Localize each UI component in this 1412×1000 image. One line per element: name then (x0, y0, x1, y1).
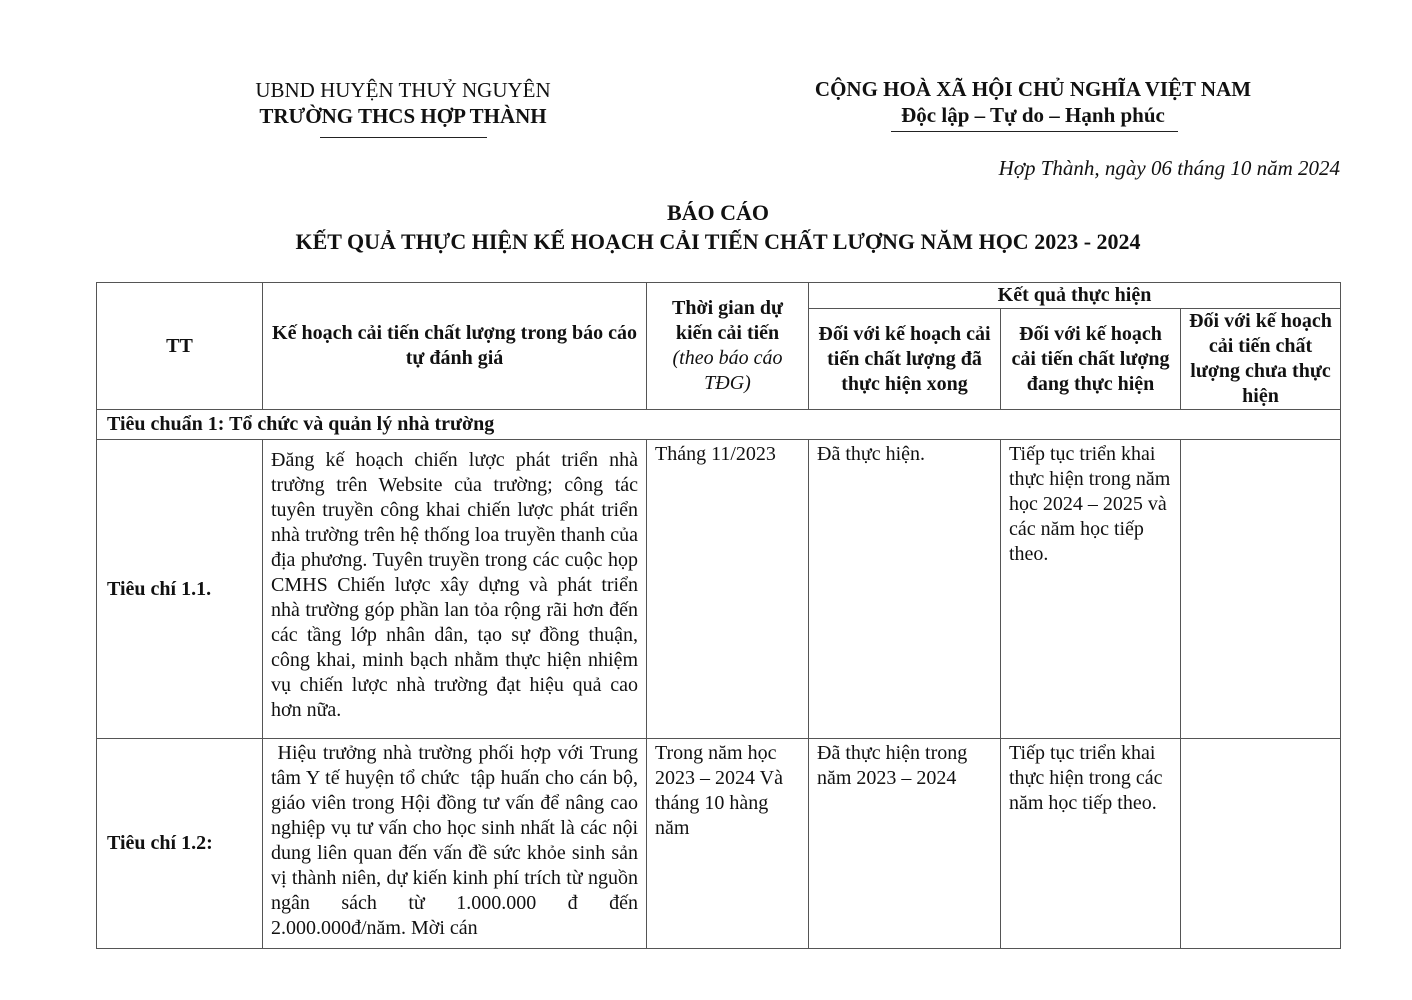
row-ongoing: Tiếp tục triển khai thực hiện trong các năm học tiếp theo. (1001, 739, 1181, 949)
authority-name: UBND HUYỆN THUỶ NGUYÊN (255, 78, 551, 102)
school-name: TRƯỜNG THCS HỢP THÀNH (259, 104, 547, 128)
row-plan: Hiệu trưởng nhà trường phối hợp với Trung tâm Y tế huyện tổ chức tập huấn cho cán bộ, giáo viên trong Hội đồng tư vấn để nâng cao nghiệp vụ tư vấn cho học sinh nhất là các nội dung liên quan đến vấn đề sức khỏe sinh sản vị thành niên, dự kiến kinh phí trích từ nguồn ngân sách từ 1.000.000 đ đến 2.000.000đ/năm. Mời cán (263, 739, 647, 949)
row-time: Tháng 11/2023 (647, 440, 809, 739)
document-title: BÁO CÁO (666, 200, 770, 225)
row-criterion: Tiêu chí 1.1. (97, 440, 263, 739)
header-done: Đối với kế hoạch cải tiến chất lượng đã thực hiện xong (809, 309, 1001, 410)
header-result: Kết quả thực hiện (809, 283, 1341, 309)
table-row (97, 440, 1341, 739)
document-date: Hợp Thành, ngày 06 tháng 10 năm 2024 (998, 156, 1340, 180)
left-header-underline (320, 137, 487, 138)
row-plan: Đăng kế hoạch chiến lược phát triển nhà trường trên Website của trường; công tác tuyên truyền công khai chiến lược phát triển nhà trường trên hệ thống loa truyền thanh của địa phương. Tuyên truyền trong các cuộc họp CMHS Chiến lược xây dựng và phát triển nhà trường góp phần lan tỏa rộng rãi hơn đến các tầng lớp nhân dân, tạo sự đồng thuận, công khai, minh bạch nhằm thực hiện nhiệm vụ chiến lược nhà trường đạt hiệu quả cao hơn nữa. (263, 440, 647, 739)
row-time: Trong năm học 2023 – 2024 Và tháng 10 hàng năm (647, 739, 809, 949)
row-criterion: Tiêu chí 1.2: (97, 739, 263, 949)
header-time-label: Thời gian dự kiến cải tiến (672, 297, 783, 344)
national-title: CỘNG HOÀ XÃ HỘI CHỦ NGHĨA VIỆT NAM (814, 77, 1252, 101)
document-subtitle: KẾT QUẢ THỰC HIỆN KẾ HOẠCH CẢI TIẾN CHẤT LƯỢNG NĂM HỌC 2023 - 2024 (295, 229, 1141, 254)
header-time (647, 283, 809, 410)
header-tt: TT (97, 283, 263, 410)
header-plan: Kế hoạch cải tiến chất lượng trong báo cáo tự đánh giá (263, 283, 647, 410)
national-motto: Độc lập – Tự do – Hạnh phúc (901, 103, 1165, 127)
row-not-done (1181, 440, 1341, 739)
table-row (97, 739, 1341, 949)
row-done: Đã thực hiện trong năm 2023 – 2024 (809, 739, 1001, 949)
right-header-underline (891, 131, 1178, 132)
results-table (96, 282, 1341, 949)
row-done: Đã thực hiện. (809, 440, 1001, 739)
header-ongoing: Đối với kế hoạch cải tiến chất lượng đang thực hiện (1001, 309, 1181, 410)
section-row: Tiêu chuẩn 1: Tổ chức và quản lý nhà trường (97, 410, 1341, 440)
header-not-done: Đối với kế hoạch cải tiến chất lượng chưa thực hiện (1181, 309, 1341, 410)
header-time-note: (theo báo cáo TĐG) (672, 347, 783, 394)
row-ongoing: Tiếp tục triển khai thực hiện trong năm học 2024 – 2025 và các năm học tiếp theo. (1001, 440, 1181, 739)
row-not-done (1181, 739, 1341, 949)
